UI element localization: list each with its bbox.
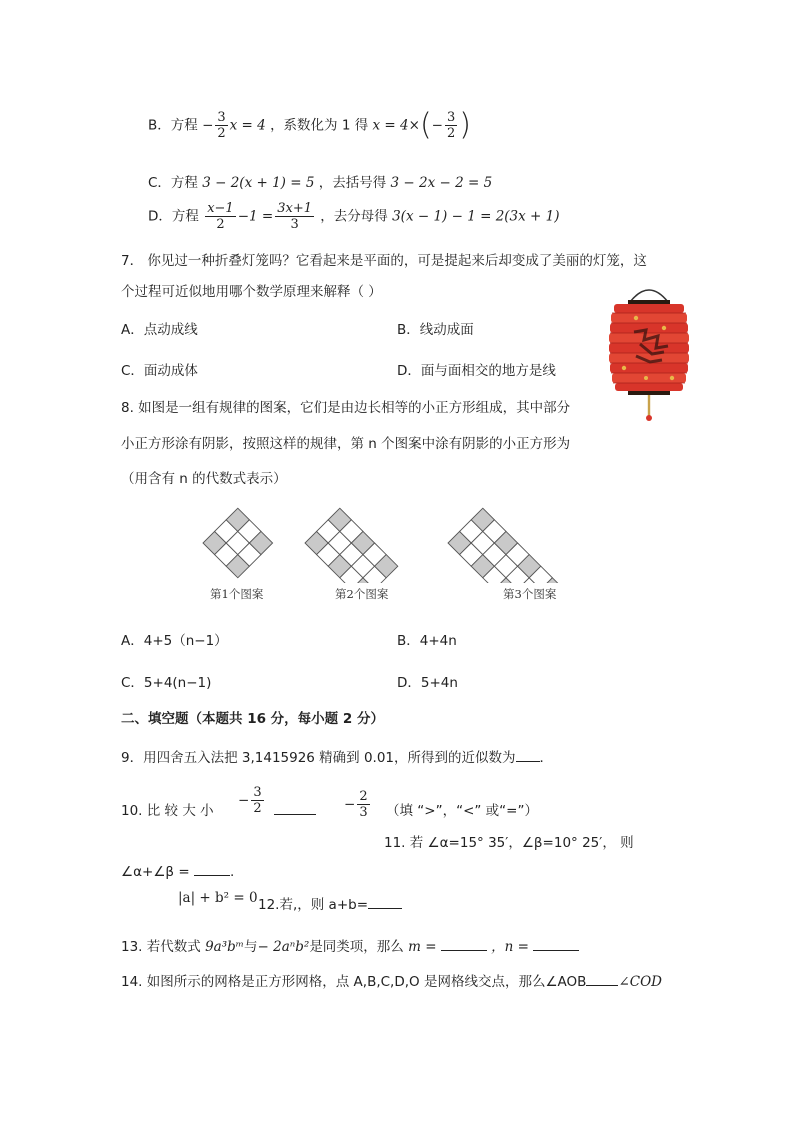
q8-line3: （用含有 n 的代数式表示） <box>121 471 287 487</box>
q8-line2: 小正方形涂有阴影，按照这样的规律，第 n 个图案中涂有阴影的小正方形为 <box>121 436 571 452</box>
figure-caption-3: 第3个图案 <box>503 587 557 601</box>
q7-line2: 个过程可近似地用哪个数学原理来解释（ ） <box>121 284 382 300</box>
fraction: $\frac{3}{2}$ <box>217 110 226 141</box>
answer-blank[interactable] <box>516 747 540 762</box>
q8-option-b: B．4+4n <box>397 633 457 649</box>
q11-line2: ∠α+∠β = . <box>121 861 234 880</box>
fraction: $\frac{x-1}{2}$ <box>207 201 234 232</box>
q10-frac-2: − $\frac{2}{3}$ <box>344 789 368 820</box>
section-heading: 二、填空题（本题共 16 分，每小题 2 分） <box>121 711 384 727</box>
fraction: $\frac{3}{2}$ <box>446 110 456 141</box>
q10-frac-1: − $\frac{3}{2}$ <box>238 785 262 816</box>
answer-blank[interactable] <box>441 936 487 951</box>
q7-option-b: B．线动成面 <box>397 322 474 338</box>
q7-option-c: C．面动成体 <box>121 363 198 379</box>
answer-blank[interactable] <box>368 894 402 909</box>
q8-option-d: D．5+4n <box>397 675 458 691</box>
q6-option-b: B．方程 − $\frac{3}{2}$ x = 4 ，系数化为 1 得 x = 4×(− $\frac{3}{2}$ ) <box>148 107 471 143</box>
q10: 10. 比 较 大 小 <box>121 803 214 819</box>
q11-line1: 11. 若 ∠α=15° 35′，∠β=10° 25′， 则 <box>384 835 634 851</box>
answer-blank[interactable] <box>274 800 316 819</box>
q6-option-c: C．方程 3 − 2(x + 1) = 5 ，去括号得 3 − 2x − 2 = 5 <box>148 175 493 191</box>
q7-line1: 7． 你见过一种折叠灯笼吗？它看起来是平面的，可是提起来后却变成了美丽的灯笼，这 <box>121 253 647 269</box>
q8-option-a: A．4+5（n−1） <box>121 633 228 649</box>
q10-hint: （填 “>”，“<” 或“=”） <box>386 803 538 819</box>
figure-caption-1: 第1个图案 <box>210 587 264 601</box>
answer-blank[interactable] <box>533 936 579 951</box>
q6-option-d: D．方程 $\frac{x-1}{2}$ −1 = $\frac{3x+1}{3}$ ，去分母得 3(x − 1) − 1 = 2(3x + 1) <box>148 201 560 232</box>
q13: 13. 若代数式 9a³bᵐ与− 2aⁿb²是同类项，那么 m = ，n = <box>121 935 579 955</box>
answer-blank[interactable] <box>194 861 230 876</box>
fraction: $\frac{3x+1}{3}$ <box>277 201 312 232</box>
q7-option-d: D．面与面相交的地方是线 <box>397 363 556 379</box>
q8-option-c: C．5+4(n−1) <box>121 675 212 691</box>
q9: 9．用四舍五入法把 3,1415926 精确到 0.01，所得到的近似数为 ． <box>121 746 553 766</box>
q12-equation: |a| + b² = 0 <box>178 890 258 906</box>
pattern-figures <box>195 503 615 583</box>
answer-blank[interactable] <box>586 971 618 986</box>
q7-option-a: A．点动成线 <box>121 322 198 338</box>
q14: 14. 如图所示的网格是正方形网格，点 A,B,C,D,O 是网格线交点，那么∠AOB ∠COD <box>121 970 662 990</box>
q12: 12.若,，则 a+b= <box>258 893 402 913</box>
lantern-image <box>606 282 692 428</box>
figure-caption-2: 第2个图案 <box>335 587 389 601</box>
q8-line1: 8. 如图是一组有规律的图案，它们是由边长相等的小正方形组成，其中部分 <box>121 400 571 416</box>
